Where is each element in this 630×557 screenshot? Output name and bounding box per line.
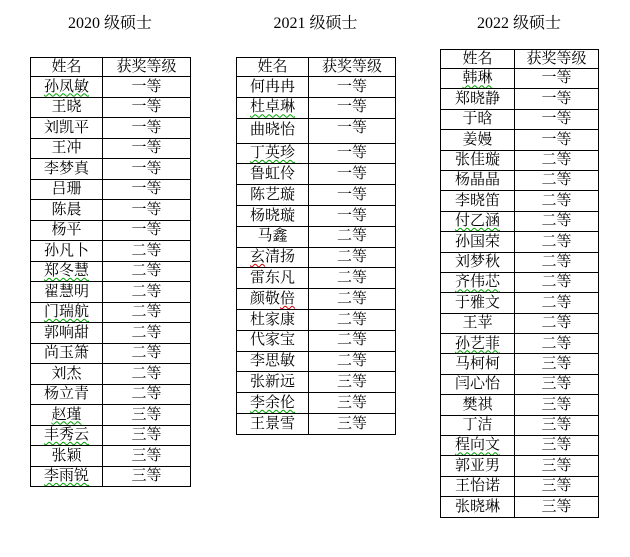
- student-name-cell: [441, 272, 515, 292]
- student-name-cell: 颜敬倍: [237, 289, 309, 310]
- table-row: [31, 118, 191, 139]
- award-level-cell: 一等: [515, 69, 599, 89]
- award-level-cell: 三等: [309, 393, 396, 414]
- award-level-cell: 三等: [103, 466, 191, 487]
- award-level-cell: 三等: [515, 456, 599, 476]
- table-row: [441, 395, 599, 415]
- student-name-cell: 李晓笛: [441, 191, 515, 211]
- award-level-cell: 二等: [103, 302, 191, 323]
- table-row: [31, 220, 191, 241]
- table-row: [31, 384, 191, 405]
- table-row: [237, 205, 396, 226]
- award-level-cell: 三等: [515, 395, 599, 415]
- award-level-cell: 一等: [103, 200, 191, 221]
- award-level-cell: 二等: [515, 170, 599, 190]
- table-row: [237, 77, 396, 98]
- col-header-name: 姓名: [31, 58, 103, 77]
- student-name-cell: 代家宝: [237, 330, 309, 351]
- student-name-cell: 张佳璇: [441, 150, 515, 170]
- table-row: [441, 69, 599, 89]
- student-name-cell: 雷东凡: [237, 268, 309, 289]
- award-level-cell: 一等: [309, 185, 396, 206]
- student-name-cell: [441, 436, 515, 456]
- student-name-cell: [31, 302, 103, 323]
- student-name-cell: [441, 334, 515, 354]
- student-name-cell: 翟慧明: [31, 282, 103, 303]
- student-name-cell: [441, 211, 515, 231]
- award-level-cell: 一等: [309, 97, 396, 118]
- table-row: [441, 313, 599, 333]
- spellcheck-underline: 玄: [249, 249, 265, 266]
- student-name-cell: 何冉冉: [237, 77, 309, 98]
- award-level-cell: 三等: [515, 354, 599, 374]
- award-level-cell: 一等: [309, 143, 396, 164]
- student-name-cell: [31, 405, 103, 426]
- table-row: [237, 164, 396, 185]
- award-level-cell: 三等: [515, 436, 599, 456]
- table-row: [441, 130, 599, 150]
- col-header-name: 姓名: [441, 50, 515, 69]
- spellcheck-underline: 付乙涵: [454, 213, 500, 230]
- spellcheck-underline: 倍: [280, 290, 296, 307]
- student-name-cell: [237, 143, 309, 164]
- table-row: [237, 413, 396, 434]
- award-level-cell: 三等: [103, 446, 191, 467]
- student-name-cell: 于雅文: [441, 293, 515, 313]
- header-row: [237, 58, 396, 77]
- table-row: [237, 185, 396, 206]
- student-name-cell: 刘杰: [31, 364, 103, 385]
- award-level-cell: 二等: [515, 211, 599, 231]
- table-row: [441, 191, 599, 211]
- table-row: [441, 497, 599, 517]
- award-level-cell: 三等: [515, 415, 599, 435]
- spellcheck-underline: 孙艺菲: [454, 335, 500, 352]
- student-name-cell: [31, 77, 103, 98]
- award-level-cell: 二等: [515, 313, 599, 333]
- spellcheck-underline: 杜卓琳: [249, 99, 295, 116]
- student-name-cell: 张晓琳: [441, 497, 515, 517]
- table-row: [31, 241, 191, 262]
- student-name-cell: [31, 466, 103, 487]
- table-row: [31, 179, 191, 200]
- table-row: [441, 211, 599, 231]
- table-row: [441, 476, 599, 496]
- student-name-cell: [441, 69, 515, 89]
- table-row: [31, 323, 191, 344]
- section-title-2021: 2021 级硕士: [273, 15, 358, 32]
- table-row: [441, 89, 599, 109]
- spellcheck-underline: 李雨锐: [43, 468, 89, 484]
- table-row: [441, 170, 599, 190]
- table-row: [31, 282, 191, 303]
- table-row: [237, 226, 396, 247]
- spellcheck-underline: 韩琳: [462, 70, 493, 87]
- col-header-name: 姓名: [237, 58, 309, 77]
- student-name-cell: 郑晓静: [441, 89, 515, 109]
- student-name-cell: 陈晨: [31, 200, 103, 221]
- student-name-cell: [237, 97, 309, 118]
- student-name-cell: 曲晓怡: [237, 118, 309, 143]
- table-row: [31, 138, 191, 159]
- student-name-cell: 樊祺: [441, 395, 515, 415]
- table-row: [441, 252, 599, 272]
- student-name-cell: 张颖: [31, 446, 103, 467]
- award-level-cell: 二等: [103, 364, 191, 385]
- table-row: [441, 272, 599, 292]
- award-level-cell: 三等: [103, 405, 191, 426]
- spellcheck-underline: 郑冬慧: [43, 263, 89, 279]
- student-name-cell: 鲁虹伶: [237, 164, 309, 185]
- student-name-cell: 杜家康: [237, 309, 309, 330]
- student-name-cell: 王冲: [31, 138, 103, 159]
- award-level-cell: 二等: [103, 261, 191, 282]
- panel-2021-masters: [236, 14, 395, 435]
- student-name-cell: [31, 261, 103, 282]
- table-row: [31, 446, 191, 467]
- student-name-cell: 马鑫: [237, 226, 309, 247]
- table-row: [237, 97, 396, 118]
- student-name-cell: 陈艺璇: [237, 185, 309, 206]
- table-row: [441, 374, 599, 394]
- table-row: [31, 405, 191, 426]
- award-level-cell: 一等: [103, 97, 191, 118]
- student-name-cell: 马柯柯: [441, 354, 515, 374]
- student-name-cell: 郭响甜: [31, 323, 103, 344]
- award-level-cell: 一等: [309, 77, 396, 98]
- panel-2022-masters: [440, 14, 598, 518]
- table-row: [31, 261, 191, 282]
- table-row: [237, 247, 396, 268]
- spellcheck-underline: 门瑞航: [43, 304, 89, 320]
- section-title-2020: 2020 级硕士: [67, 15, 152, 32]
- table-row: [441, 109, 599, 129]
- table-row: [237, 351, 396, 372]
- student-name-cell: 尚玉箫: [31, 343, 103, 364]
- award-level-cell: 一等: [103, 179, 191, 200]
- award-level-cell: 二等: [515, 191, 599, 211]
- student-name-cell: 刘梦秋: [441, 252, 515, 272]
- student-name-cell: 于晗: [441, 109, 515, 129]
- table-row: [441, 232, 599, 252]
- student-name-cell: 杨立青: [31, 384, 103, 405]
- table-row: [31, 159, 191, 180]
- table-row: [237, 143, 396, 164]
- spellcheck-underline: 丁英珍: [249, 145, 295, 162]
- award-level-cell: 二等: [515, 293, 599, 313]
- student-name-cell: 刘凯平: [31, 118, 103, 139]
- table-row: [31, 302, 191, 323]
- awards-table-2021: [236, 57, 396, 435]
- award-level-cell: 二等: [103, 282, 191, 303]
- table-row: [441, 150, 599, 170]
- spellcheck-underline: 齐伟芯: [454, 274, 500, 291]
- student-name-cell: 姜嫚: [441, 130, 515, 150]
- table-row: [31, 343, 191, 364]
- section-title-2022: 2022 级硕士: [476, 15, 561, 32]
- col-header-award-level: 获奖等级: [515, 50, 599, 69]
- table-row: [31, 425, 191, 446]
- award-level-cell: 三等: [103, 425, 191, 446]
- table-row: [237, 118, 396, 143]
- spellcheck-underline: 程向文: [454, 437, 500, 454]
- student-name-cell: [237, 393, 309, 414]
- award-level-cell: 二等: [103, 343, 191, 364]
- award-level-cell: 三等: [515, 497, 599, 517]
- award-level-cell: 二等: [515, 232, 599, 252]
- award-level-cell: 一等: [103, 138, 191, 159]
- spellcheck-underline: 赵瑾: [51, 406, 82, 423]
- award-level-cell: 三等: [309, 413, 396, 434]
- award-level-cell: 二等: [515, 252, 599, 272]
- student-name-cell: [31, 425, 103, 446]
- table-row: [31, 364, 191, 385]
- award-level-cell: 二等: [103, 323, 191, 344]
- col-header-award-level: 获奖等级: [309, 58, 396, 77]
- header-row: [31, 58, 191, 77]
- award-level-cell: 一等: [309, 205, 396, 226]
- student-name-cell: 王景雪: [237, 413, 309, 434]
- table-row: [441, 415, 599, 435]
- table-row: [237, 309, 396, 330]
- student-name-cell: 玄清扬: [237, 247, 309, 268]
- student-name-cell: 杨晓璇: [237, 205, 309, 226]
- table-row: [441, 354, 599, 374]
- award-level-cell: 二等: [309, 289, 396, 310]
- student-name-cell: 丁洁: [441, 415, 515, 435]
- table-row: [237, 393, 396, 414]
- award-level-cell: 二等: [309, 309, 396, 330]
- award-level-cell: 二等: [309, 268, 396, 289]
- student-name-cell: 王晓: [31, 97, 103, 118]
- award-level-cell: 一等: [309, 164, 396, 185]
- spellcheck-underline: 孙凤敏: [43, 78, 89, 95]
- award-level-cell: 一等: [515, 109, 599, 129]
- award-level-cell: 一等: [103, 220, 191, 241]
- student-name-cell: 吕珊: [31, 179, 103, 200]
- table-row: [441, 456, 599, 476]
- award-level-cell: 二等: [515, 150, 599, 170]
- award-level-cell: 三等: [309, 372, 396, 393]
- student-name-cell: 张新远: [237, 372, 309, 393]
- student-name-cell: 杨平: [31, 220, 103, 241]
- student-name-cell: 孙国荣: [441, 232, 515, 252]
- student-name-cell: 杨晶晶: [441, 170, 515, 190]
- table-row: [441, 436, 599, 456]
- student-name-cell: 王苹: [441, 313, 515, 333]
- awards-table-2022: [440, 49, 599, 518]
- award-level-cell: 二等: [309, 226, 396, 247]
- student-name-cell: 王怡诺: [441, 476, 515, 496]
- header-row: [441, 50, 599, 69]
- award-level-cell: 一等: [515, 89, 599, 109]
- student-name-cell: 闫心怡: [441, 374, 515, 394]
- award-level-cell: 二等: [103, 241, 191, 262]
- award-level-cell: 三等: [515, 476, 599, 496]
- spellcheck-underline: 李余伦: [249, 394, 295, 411]
- table-row: [31, 466, 191, 487]
- table-row: [31, 97, 191, 118]
- spellcheck-underline: 丰秀云: [43, 427, 89, 443]
- award-level-cell: 一等: [103, 118, 191, 139]
- award-level-cell: 二等: [515, 334, 599, 354]
- student-name-cell: 孙凡卜: [31, 241, 103, 262]
- table-row: [441, 293, 599, 313]
- award-level-cell: 一等: [103, 159, 191, 180]
- award-level-cell: 一等: [103, 77, 191, 98]
- student-name-cell: 李梦真: [31, 159, 103, 180]
- table-row: [441, 334, 599, 354]
- award-level-cell: 二等: [103, 384, 191, 405]
- panel-2020-masters: [30, 14, 190, 487]
- award-level-cell: 二等: [309, 330, 396, 351]
- table-row: [237, 289, 396, 310]
- award-level-cell: 二等: [309, 247, 396, 268]
- awards-table-2020: [30, 57, 191, 487]
- student-name-cell: 郭亚男: [441, 456, 515, 476]
- award-level-cell: 二等: [309, 351, 396, 372]
- student-name-cell: 李思敏: [237, 351, 309, 372]
- award-level-cell: 一等: [515, 130, 599, 150]
- table-row: [237, 330, 396, 351]
- col-header-award-level: 获奖等级: [103, 58, 191, 77]
- table-row: [237, 268, 396, 289]
- table-row: [31, 77, 191, 98]
- award-level-cell: 一等: [309, 118, 396, 143]
- table-row: [31, 200, 191, 221]
- award-level-cell: 三等: [515, 374, 599, 394]
- table-row: [237, 372, 396, 393]
- award-level-cell: 二等: [515, 272, 599, 292]
